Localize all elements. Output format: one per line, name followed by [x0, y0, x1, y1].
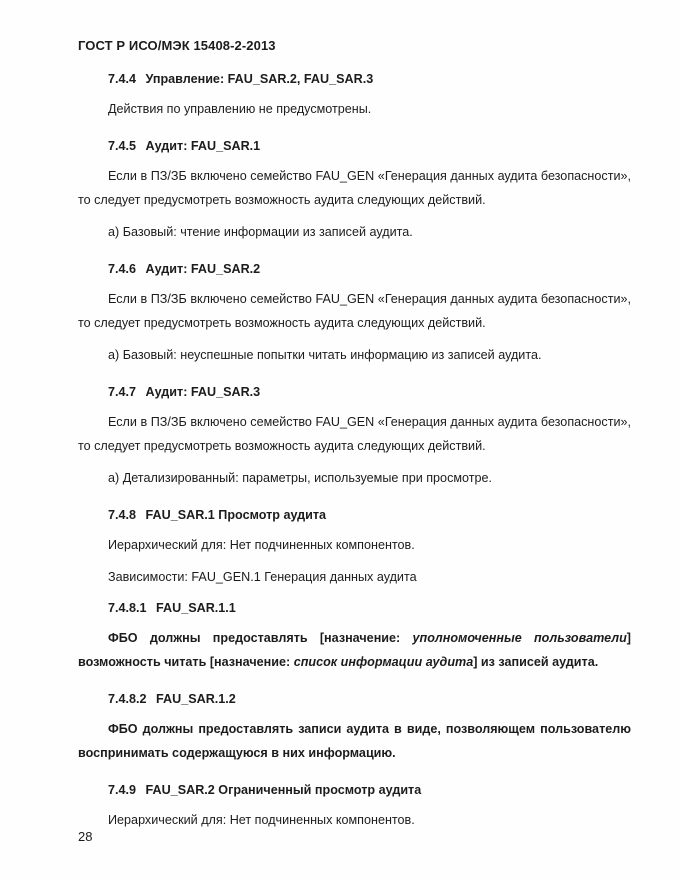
- paragraph: Действия по управлению не предусмотрены.: [108, 102, 372, 116]
- paragraph: Если в ПЗ/ЗБ включено семейство FAU_GEN «Генерация данных аудита безопасности», то следует предусмотреть возможность аудита следующих действий.: [78, 415, 631, 453]
- hierarchy-paragraph: Иерархический для: Нет подчиненных компонентов.: [108, 813, 415, 827]
- section-heading-7-4-4: [78, 68, 631, 90]
- requirement-text: ФБО должны предоставлять [назначение:: [108, 631, 413, 645]
- document-header: ГОСТ Р ИСО/МЭК 15408-2-2013: [78, 38, 276, 53]
- section-heading-7-4-5: [78, 135, 631, 157]
- list-item: а) Базовый: чтение информации из записей аудита.: [108, 225, 413, 239]
- hierarchy-paragraph: Иерархический для: Нет подчиненных компонентов.: [108, 538, 415, 552]
- section-number: 7.4.5: [108, 139, 137, 153]
- section-heading-7-4-6: [78, 258, 631, 280]
- paragraph: Если в ПЗ/ЗБ включено семейство FAU_GEN «Генерация данных аудита безопасности», то следует предусмотреть возможность аудита следующих действий.: [78, 169, 631, 207]
- section-title: FAU_SAR.1 Просмотр аудита: [145, 508, 327, 522]
- section-number: 7.4.8: [108, 508, 137, 522]
- section-heading-7-4-8: [78, 504, 631, 526]
- section-title: FAU_SAR.1.2: [156, 692, 236, 706]
- page-content: [78, 68, 631, 840]
- requirement-paragraph: ФБО должны предоставлять записи аудита в виде, позволяющем пользователю воспринимать содержащуюся в них информацию.: [78, 722, 631, 760]
- section-title: Управление: FAU_SAR.2, FAU_SAR.3: [145, 72, 374, 86]
- section-number: 7.4.7: [108, 385, 137, 399]
- requirement-text: ] из записей аудита.: [473, 655, 599, 669]
- section-title: FAU_SAR.1.1: [156, 601, 236, 615]
- section-title: FAU_SAR.2 Ограниченный просмотр аудита: [145, 783, 422, 797]
- requirement-text: ] возможность читать [назначение:: [78, 631, 631, 669]
- section-number: 7.4.4: [108, 72, 137, 86]
- section-number: 7.4.9: [108, 783, 137, 797]
- page-number: 28: [78, 829, 93, 844]
- section-number: 7.4.8.1: [108, 601, 147, 615]
- section-heading-7-4-7: [78, 381, 631, 403]
- section-title: Аудит: FAU_SAR.3: [145, 385, 261, 399]
- section-number: 7.4.8.2: [108, 692, 147, 706]
- section-title: Аудит: FAU_SAR.2: [145, 262, 261, 276]
- list-item: а) Базовый: неуспешные попытки читать информацию из записей аудита.: [108, 348, 542, 362]
- paragraph: Если в ПЗ/ЗБ включено семейство FAU_GEN «Генерация данных аудита безопасности», то следует предусмотреть возможность аудита следующих действий.: [78, 292, 631, 330]
- list-item: а) Детализированный: параметры, используемые при просмотре.: [108, 471, 493, 485]
- section-title: Аудит: FAU_SAR.1: [145, 139, 261, 153]
- requirement-assignment: список информации аудита: [293, 655, 474, 669]
- requirement-paragraph: [78, 626, 631, 674]
- section-heading-7-4-8-1: [78, 597, 631, 619]
- section-number: 7.4.6: [108, 262, 137, 276]
- dependencies-paragraph: Зависимости: FAU_GEN.1 Генерация данных аудита: [108, 570, 417, 584]
- requirement-assignment: уполномоченные пользователи: [412, 631, 627, 645]
- section-heading-7-4-9: [78, 779, 631, 801]
- section-heading-7-4-8-2: [78, 688, 631, 710]
